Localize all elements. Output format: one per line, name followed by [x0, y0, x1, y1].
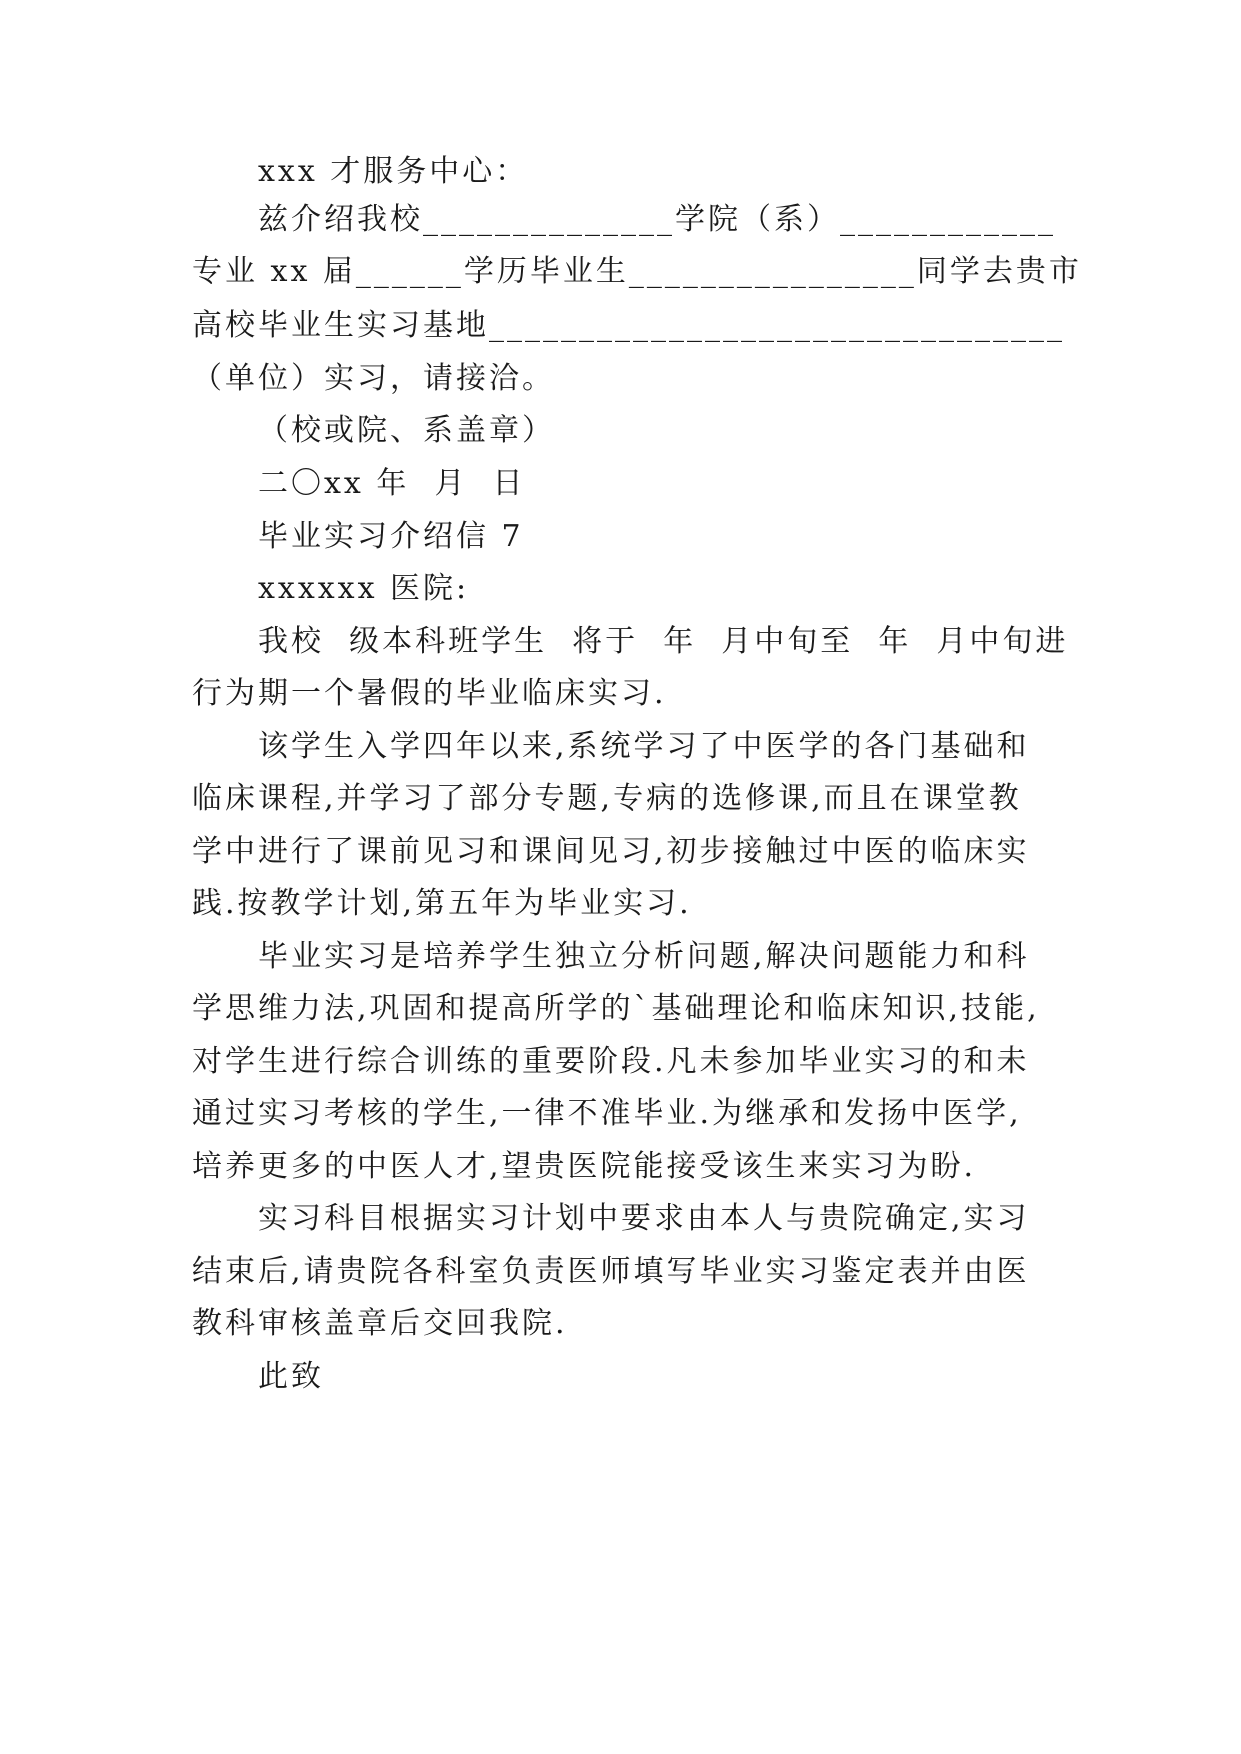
date-line: 二〇xx 年 月 日 — [258, 466, 526, 501]
intro-paragraph-line-4: （单位）实习，请接洽。 — [192, 361, 555, 396]
body-paragraph-3-line-4: 通过实习考核的学生,一律不准毕业.为继承和发扬中医学, — [192, 1096, 1022, 1131]
body-paragraph-4-line-3: 教科审核盖章后交回我院. — [192, 1306, 568, 1341]
body-paragraph-2-line-3: 学中进行了课前见习和课间见习,初步接触过中医的临床实 — [192, 834, 1030, 869]
body-paragraph-4-line-1: 实习科目根据实习计划中要求由本人与贵院确定,实习 — [258, 1201, 1030, 1236]
body-paragraph-1-line-2: 行为期一个暑假的毕业临床实习. — [192, 676, 667, 711]
body-paragraph-2-line-1: 该学生入学四年以来,系统学习了中医学的各门基础和 — [258, 729, 1030, 764]
salutation-service-center: xxx 才服务中心： — [258, 154, 529, 189]
seal-note: （校或院、系盖章） — [258, 413, 555, 448]
body-paragraph-3-line-1: 毕业实习是培养学生独立分析问题,解决问题能力和科 — [258, 939, 1030, 974]
intro-paragraph-line-2: 专业 xx 届______学历毕业生________________同学去贵市 — [192, 254, 1082, 289]
body-paragraph-3-line-5: 培养更多的中医人才,望贵医院能接受该生来实习为盼. — [192, 1149, 977, 1184]
body-paragraph-4-line-2: 结束后,请贵院各科室负责医师填写毕业实习鉴定表并由医 — [192, 1254, 1030, 1289]
intro-paragraph-line-1: 兹介绍我校______________学院（系）____________ — [258, 202, 1056, 237]
section-title: 毕业实习介绍信 7 — [258, 519, 524, 554]
closing-salutation: 此致 — [258, 1359, 324, 1394]
body-paragraph-3-line-2: 学思维力法,巩固和提高所学的`基础理论和临床知识,技能, — [192, 991, 1040, 1026]
salutation-hospital: xxxxxx 医院: — [258, 571, 470, 606]
body-paragraph-2-line-2: 临床课程,并学习了部分专题,专病的选修课,而且在课堂教 — [192, 781, 1022, 816]
body-paragraph-1-line-1: 我校 级本科班学生 将于 年 月中旬至 年 月中旬进 — [258, 624, 1069, 659]
body-paragraph-3-line-3: 对学生进行综合训练的重要阶段.凡未参加毕业实习的和未 — [192, 1044, 1030, 1079]
body-paragraph-2-line-4: 践.按教学计划,第五年为毕业实习. — [192, 886, 692, 921]
intro-paragraph-line-3: 高校毕业生实习基地________________________________ — [192, 308, 1065, 343]
